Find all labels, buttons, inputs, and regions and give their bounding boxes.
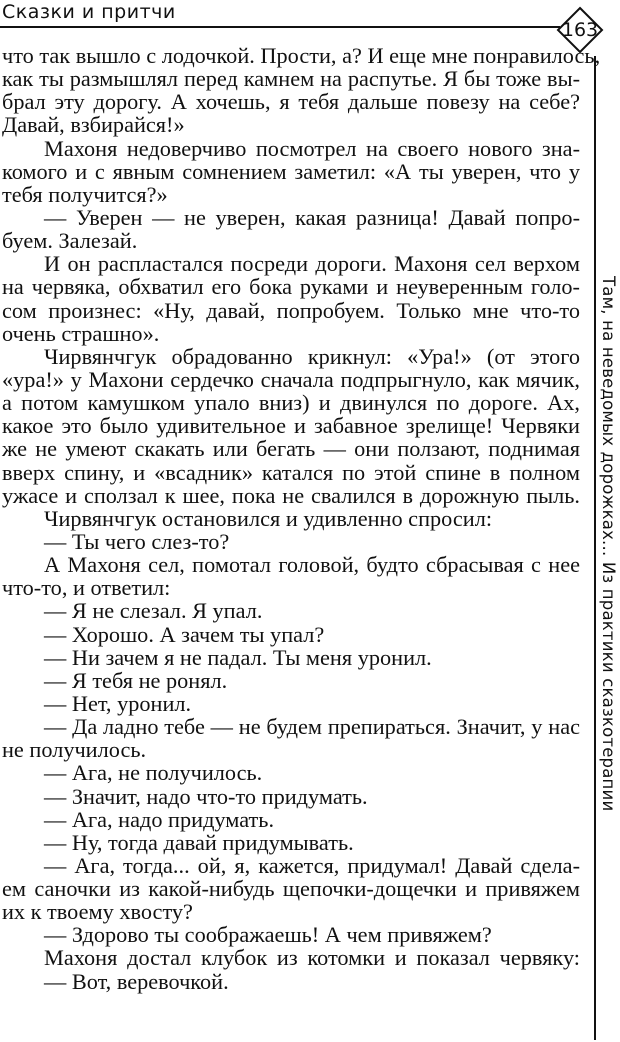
text-line: — Значит, надо что-то придумать. [44,783,368,809]
text-line: — Ага, надо придумать. [44,806,275,832]
text-line: И он распластался посреди дороги. Махоня сел верхом [44,251,580,277]
text-line: — Здорово ты соображаешь! А чем привяжем? [44,922,492,948]
text-line: — Ну, тогда давай придумывать. [44,829,354,855]
text-line: какое это было удивительное и забавное зрелище! Червяки [2,413,580,439]
text-line: Махоня недоверчиво посмотрел на своего нового зна- [44,135,580,161]
text-line: — Ты чего слез-то? [44,528,230,554]
text-line: на червяка, обхватил его бока руками и неуверенным голо- [2,274,580,300]
text-line: их к твоему хвосту? [2,899,193,925]
text-line: — Ни зачем я не падал. Ты меня уронил. [44,644,432,670]
text-line: Чирвянчгук остановился и удивленно спросил: [44,505,493,531]
header-rule [0,26,560,28]
text-line: — Уверен — не уверен, какая разница! Давай попро- [44,204,580,230]
text-line: А Махоня сел, помотал головой, будто сбрасывая с нее [44,552,580,578]
side-running-title [596,276,620,836]
text-line: — Вот, веревочкой. [44,968,229,994]
text-line: буем. Залезай. [2,228,138,254]
text-line: ужасе и сползал к шее, пока не свалился в дорожную пыль. [2,482,580,508]
text-line: — Хорошо. А зачем ты упал? [44,621,325,647]
text-line: — Я не слезал. Я упал. [44,598,263,624]
text-line: Чирвянчгук обрадованно крикнул: «Ура!» (от этого [44,343,580,369]
text-line: — Ага, не получилось. [44,760,263,786]
text-line: Давай, взбирайся!» [2,112,185,138]
text-line: тебя получится?» [2,181,168,207]
text-line: очень страшно». [2,320,160,346]
text-line: ем саночки из какой-нибудь щепочки-дощечки и привяжем [2,876,580,902]
text-line: — Нет, уронил. [44,690,192,716]
text-line: вверх спину, и «всадник» катался по этой спине в полном [2,459,580,485]
text-line: «ура!» у Махони сердечко сначала подпрыгнуло, как мячик, [2,366,580,392]
side-running-title-text: Там, на неведомых дорожках... Из практики сказкотерапии [599,276,618,812]
text-line: что-то, и ответил: [2,575,171,601]
page-number: 163 [561,19,599,41]
body-text [2,43,601,994]
running-title: Сказки и притчи [2,1,176,23]
text-line: комого и с явным сомнением заметил: «А ты уверен, что у [2,158,580,184]
text-line: не получилось. [2,737,147,763]
text-line: — Да ладно тебе — не будем препираться. Значит, у нас [44,714,580,740]
text-line: Махоня достал клубок из котомки и показал червяку: [44,945,580,971]
text-line: брал эту дорогу. А хочешь, я тебя дальше повезу на себе? [2,89,580,115]
text-line: же не умеют скакать или бегать — они ползают, поднимая [2,436,580,462]
text-line: как ты размышлял перед камнем на распутье. Я бы тоже вы- [2,66,580,92]
text-line: сом произнес: «Ну, давай, попробуем. Только мне что-то [2,297,580,323]
text-line: а потом камушком упало вниз) и двинулся по дороге. Ах, [2,390,580,416]
text-line: — Я тебя не ронял. [44,667,228,693]
text-line: — Ага, тогда... ой, я, кажется, придумал! Давай сдела- [44,852,580,878]
text-line: что так вышло с лодочкой. Прости, а? И еще мне понравилось, [2,43,601,68]
